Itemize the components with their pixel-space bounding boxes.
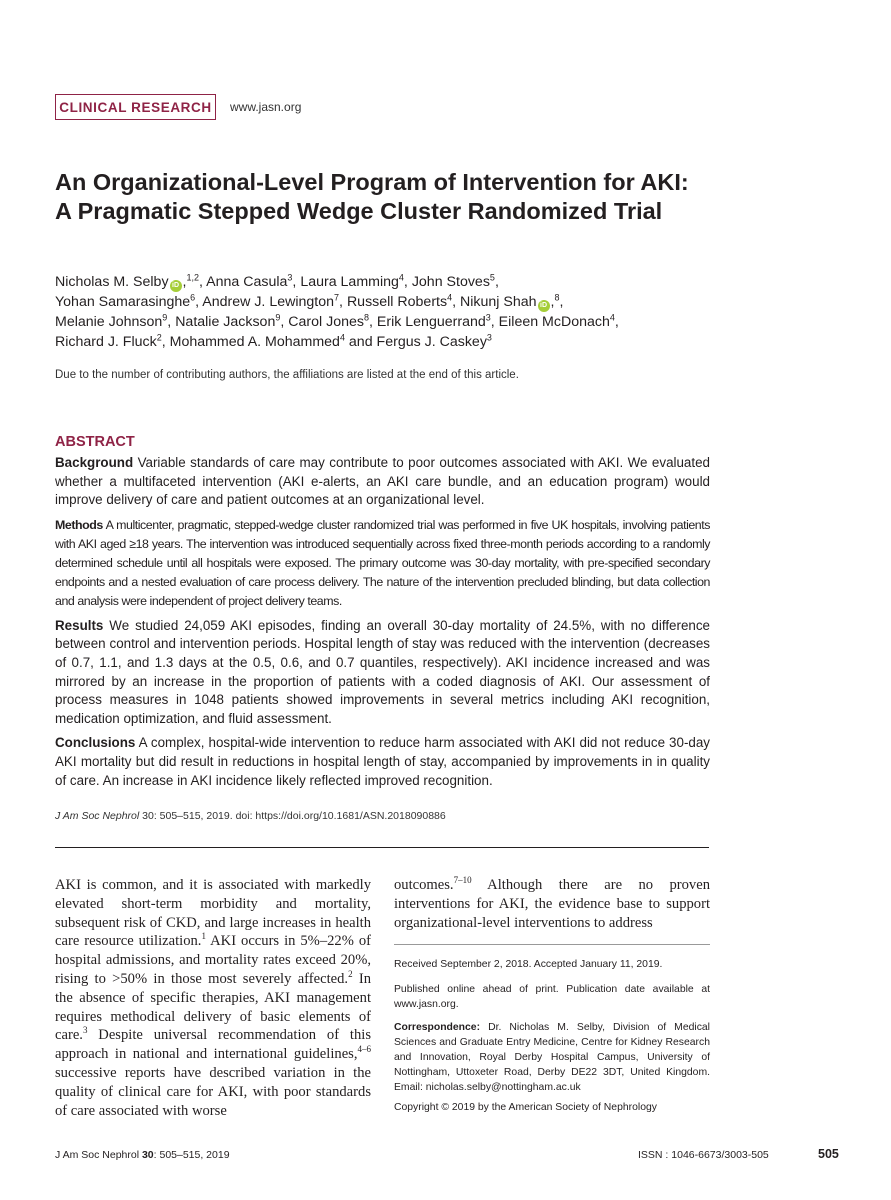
author-affiliation-number: 4 [609, 312, 615, 323]
abstract-background [55, 454, 710, 510]
author-affiliation-number: 4 [447, 292, 453, 303]
abstract-label: Background [55, 455, 134, 470]
body-column-left: AKI is common, and it is associated with markedly elevated short-term morbidity and mortality, subsequent risk of CKD, and large increases in health care resource utilization.$^1$ AKI occurs in 5%–22% of hospital admissions, and mortality rates exceed 20%, rising to >50% in those most severely affected.$^2$ In the absence of specific therapies, AKI management requires methodical delivery of basic elements of care.$^3$ Despite universal recommendation of this approach in national and international guidelines,$^{4-6}$ successive reports have described variation in the quality of clinical care for AKI, with poor standards of care associated with worse [55, 877, 371, 1119]
page-number: 505 [818, 1147, 839, 1161]
affiliation-note: Due to the number of contributing authors, the affiliations are listed at the end of this article. [55, 369, 519, 381]
received-note [394, 957, 710, 972]
author-name: Russell Roberts [346, 294, 448, 310]
author-affiliation-number: 5 [489, 272, 495, 283]
author-affiliation-number: 8 [363, 312, 369, 323]
author-affiliation-number: 7 [334, 292, 340, 303]
footer-citation [55, 1149, 230, 1161]
author-affiliation-number: 4 [339, 332, 345, 343]
author-name: Nicholas M. Selby [55, 274, 169, 290]
abstract-methods [55, 516, 710, 611]
author-name: Laura Lamming [300, 274, 399, 290]
author-affiliation-number: 3 [486, 332, 492, 343]
author-name: Carol Jones [288, 314, 364, 330]
author-name: Andrew J. Lewington [202, 294, 335, 310]
author-name: Erik Lenguerrand [376, 314, 486, 330]
author-name: John Stoves [411, 274, 490, 290]
reference-marker[interactable]: 7–10 [453, 875, 472, 886]
author-name: Yohan Samarasinghe [55, 294, 191, 310]
author-affiliation-number: 4 [398, 272, 404, 283]
reference-marker[interactable]: 3 [82, 1025, 88, 1036]
footer-issn: ISSN : 1046-6673/3003-505 [638, 1149, 769, 1161]
author-name: Nikunj Shah [460, 294, 537, 310]
abstract-heading: ABSTRACT [55, 434, 135, 450]
abstract-text: Variable standards of care may contribute to poor outcomes associated with AKI. We evaluated whether a multifaceted intervention (AKI e-alerts, an AKI care bundle, and an education program) would improve delivery of care and patient outcomes at an organizational level. [55, 455, 710, 508]
footer-volume: 30 [141, 1149, 154, 1161]
author-affiliation-number: 3 [485, 312, 491, 323]
reference-marker[interactable]: 2 [348, 969, 353, 980]
abstract-text: A complex, hospital-wide intervention to reduce harm associated with AKI did not reduce 30-day AKI mortality but did result in reductions in hospital length of stay, accompanied by improvements in in quality of care. An increase in AKI incidence likely reflected improved recognition. [55, 735, 710, 788]
orcid-icon[interactable]: iD [170, 280, 182, 292]
section-badge: CLINICAL RESEARCH [55, 94, 216, 120]
abstract-text: We studied 24,059 AKI episodes, finding an overall 30-day mortality of 24.5%, with no difference between control and intervention periods. Hospital length of stay was reduced with the intervention (decreases of 0.7, 1.1, and 1.3 days at the 0.5, 0.6, and 0.7 quantiles, respectively). AKI incidence increased and was mirrored by an increase in the proportion of patients with a coded diagnosis of AKI. Our assessment of process measures in 1048 patients showed improvements in several metrics including AKI recognition, medication optimization, and fluid assessment. [55, 617, 710, 726]
sidebar-divider [394, 944, 710, 945]
reference-marker[interactable]: 4–6 [357, 1044, 371, 1055]
author-affiliation-number: 6 [190, 292, 196, 303]
abstract-label: Conclusions [55, 735, 136, 751]
author-name: Anna Casula [206, 274, 288, 290]
author-name: Mohammed A. Mohammed [169, 334, 340, 350]
copyright-text: Copyright © 2019 by the American Society of Nephrology [394, 1102, 657, 1113]
citation [55, 810, 446, 822]
author-name: Melanie Johnson [55, 314, 163, 330]
author-name: Eileen McDonach [498, 314, 610, 330]
footer-pages: : 505–515, 2019 [153, 1149, 230, 1161]
body-column-right: outcomes.$^{7-10}$ Although there are no proven interventions for AKI, the evidence base to support organizational-level interventions to address [394, 875, 710, 931]
author-list: Nicholas M. Selby iD ,$^{1,2}$, Anna Casula$^3$, Laura Lamming$^4$, John Stoves$^5$, Yohan Samarasinghe$^6$, Andrew J. Lewington$^7$, Russell Roberts$^4$, Nikunj Shah iD ,$^8$, Melanie Johnson$^9$, Natalie Jackson$^9$, Carol Jones$^8$, Erik Lenguerrand$^3$, Eileen McDonach$^4$, Richard J. Fluck$^2$, Mohammed A. Mohammed$^4$ and Fergus J. Caskey$^3$ [55, 272, 619, 350]
published-text: Published online ahead of print. Publication date available at www.jasn.org. [394, 984, 710, 1010]
divider [55, 847, 709, 848]
correspondence-note [394, 1020, 710, 1095]
abstract [55, 454, 710, 796]
published-note [394, 982, 710, 1012]
author-affiliation-number: 9 [162, 312, 168, 323]
abstract-text: A multicenter, pragmatic, stepped-wedge cluster randomized trial was performed in five UK hospitals, involving patients with AKI aged ≥18 years. The intervention was introduced sequentially across fixed three-month periods according to a randomly determined schedule until all hospitals were exposed. The primary outcome was 30-day mortality, with pre-specified secondary endpoints and a nested evaluation of care process delivery. The nature of the intervention precluded blinding, but data collection and analysis were independent of project delivery teams. [55, 517, 710, 608]
footer-journal: J Am Soc Nephrol [55, 1149, 142, 1161]
abstract-label: Results [55, 617, 104, 633]
article-title: An Organizational-Level Program of Intervention for AKI: A Pragmatic Stepped Wedge Cluster Randomized Trial [55, 169, 689, 224]
author-affiliation-number: 2 [156, 332, 162, 343]
journal-website[interactable]: www.jasn.org [230, 100, 302, 114]
author-name: Richard J. Fluck [55, 334, 157, 350]
copyright-note [394, 1100, 710, 1115]
orcid-icon[interactable]: iD [538, 300, 550, 312]
author-name: Natalie Jackson [175, 314, 276, 330]
abstract-results [55, 617, 710, 729]
citation-details[interactable]: 30: 505–515, 2019. doi: https://doi.org/10.1681/ASN.2018090886 [139, 810, 446, 822]
author-affiliation-number: 3 [287, 272, 293, 283]
author-affiliation-number: 1,2 [186, 272, 200, 283]
correspondence-label: Correspondence: [394, 1022, 481, 1033]
received-text: Received September 2, 2018. Accepted January 11, 2019. [394, 959, 663, 970]
abstract-conclusions [55, 734, 710, 790]
abstract-label: Methods [55, 517, 103, 532]
reference-marker[interactable]: 1 [201, 931, 206, 942]
author-affiliation-number: 8 [554, 292, 560, 303]
author-affiliation-number: 9 [275, 312, 281, 323]
correspondence-text: Dr. Nicholas M. Selby, Division of Medical Sciences and Graduate Entry Medicine, Centre for Kidney Research and Innovation, Royal Derby Hospital Campus, University of Nottingham, Uttoxeter Road, Derby DE22 3DT, United Kingdom. Email: nicholas.selby@nottingham.ac.uk [394, 1022, 710, 1093]
author-name: Fergus J. Caskey [376, 334, 487, 350]
citation-journal: J Am Soc Nephrol [55, 810, 140, 822]
